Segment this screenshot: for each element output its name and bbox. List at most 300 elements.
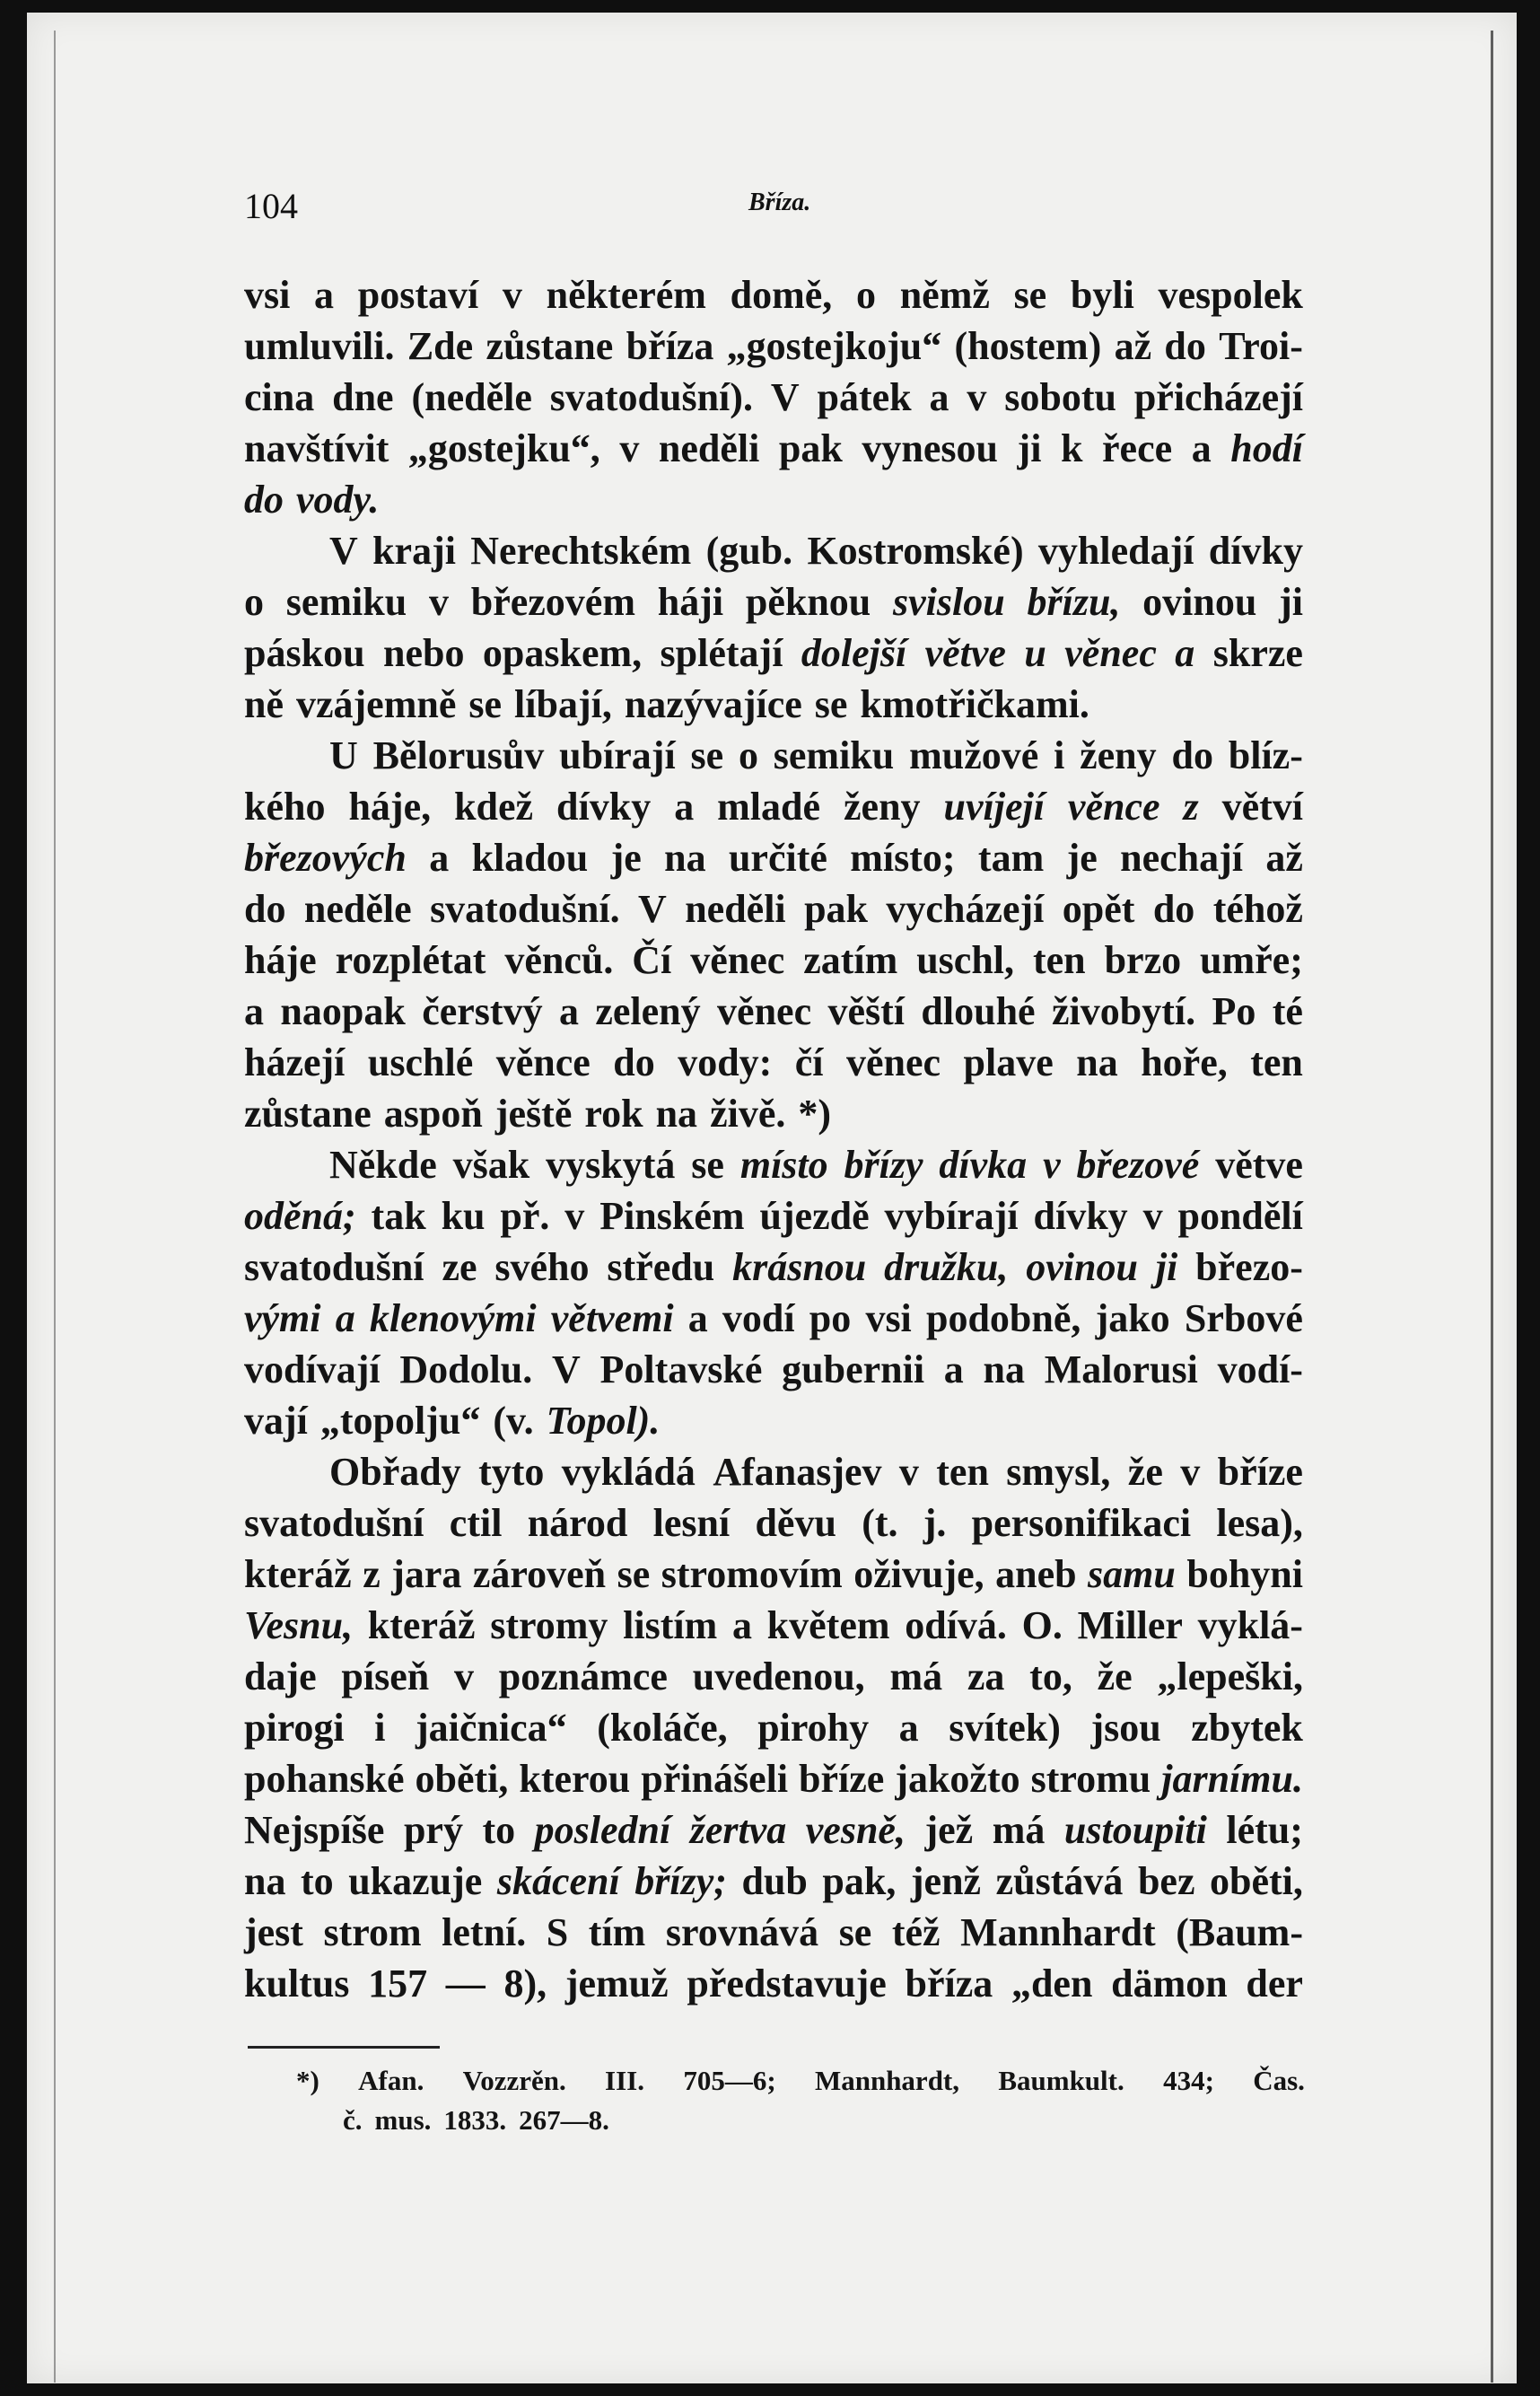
body-text-word: představuje — [687, 1962, 887, 2005]
body-text-line — [244, 1497, 1303, 1549]
body-text-word: se — [814, 682, 848, 726]
body-text-word: věnec — [690, 938, 785, 982]
body-text-word: a — [929, 375, 949, 419]
body-text-word: pondělí — [1177, 1194, 1303, 1238]
body-text-word: věnec — [717, 989, 812, 1033]
body-text-word: cina — [244, 375, 315, 419]
body-text-word: vyklá- — [1197, 1603, 1303, 1647]
body-text-word: (t. — [862, 1501, 898, 1545]
body-text-word: poslední — [534, 1808, 671, 1852]
body-text-word: srovnává — [665, 1910, 819, 1954]
body-text-word: vými — [244, 1296, 321, 1340]
body-text-word: svatodušní — [244, 1245, 424, 1289]
body-text-word: vespolek — [1158, 273, 1303, 317]
body-text-word: bříza — [905, 1962, 993, 2005]
body-text-word: svatodušní). — [549, 375, 753, 419]
body-text-word: gubernii — [782, 1347, 925, 1391]
body-text-word: krásnou — [732, 1245, 867, 1289]
body-text-word: 157 — [368, 1962, 428, 2005]
body-text-word: určité — [728, 836, 827, 880]
footnote-word: Čas. — [1253, 2065, 1305, 2096]
body-text-word: a — [687, 1296, 708, 1340]
body-text-word: na — [655, 1092, 698, 1136]
body-text-word: vyskytá — [546, 1143, 676, 1187]
body-text-word: větve — [1215, 1143, 1303, 1187]
body-text-word: větvemi — [550, 1296, 674, 1340]
body-text-word: ten — [1032, 938, 1086, 982]
body-text-word: „gostejku“, — [407, 426, 600, 470]
body-text-line — [244, 1395, 1303, 1446]
body-text-word: zatím — [803, 938, 898, 982]
body-text-word: v — [1043, 1143, 1061, 1187]
body-text-word: má — [889, 1654, 943, 1698]
body-text-word: do — [1171, 733, 1213, 777]
body-text-word: bříze — [1217, 1450, 1303, 1494]
body-text-word: tak — [371, 1194, 426, 1238]
body-text-word: dívky — [1208, 529, 1303, 573]
body-text-word: ubírají — [559, 733, 676, 777]
body-text-word: „den — [1011, 1962, 1093, 2005]
footnote-word: mus. — [374, 2104, 432, 2136]
body-text-word: ji — [1155, 1245, 1178, 1289]
body-text-word: skrze — [1212, 631, 1303, 675]
body-text-word: újezdě — [759, 1194, 870, 1238]
body-text-word: Kostromské) — [807, 529, 1024, 573]
body-text-word: hoře, — [1141, 1040, 1228, 1084]
body-text-word: Miller — [1077, 1603, 1183, 1647]
footnote-line — [296, 2061, 1305, 2101]
body-text-word: na — [983, 1347, 1026, 1391]
body-text-word: klenovými — [369, 1296, 537, 1340]
body-text-word: březovém — [470, 580, 635, 624]
body-text-word: břízy — [844, 1143, 923, 1187]
body-text-word: neděle — [303, 887, 412, 931]
body-text-word: bohyni — [1186, 1552, 1303, 1596]
body-text-word: národ — [527, 1501, 628, 1545]
body-text-word: dämon — [1111, 1962, 1228, 2005]
body-text-word: a — [943, 1347, 964, 1391]
body-text-word: dub — [741, 1859, 808, 1903]
body-text-word: do — [1152, 887, 1195, 931]
body-text-word: skácení — [496, 1859, 620, 1903]
body-text-word: však — [452, 1143, 530, 1187]
body-text-line — [244, 525, 1303, 576]
body-text-word: Mannhardt — [960, 1910, 1156, 1954]
body-text-word: kteráž — [367, 1603, 476, 1647]
body-text-word: (hostem) — [954, 324, 1102, 368]
body-text-line — [244, 986, 1303, 1037]
running-title: Bříza. — [748, 189, 811, 216]
body-text-word: do — [244, 478, 284, 522]
body-text-word: a — [335, 1296, 355, 1340]
body-text-word: ještě — [494, 1092, 573, 1136]
scan-edge-right — [1491, 31, 1493, 2383]
body-text-word: se — [838, 1910, 872, 1954]
body-text-word: Čí — [632, 938, 672, 982]
page-number: 104 — [244, 186, 298, 226]
body-text-word: vsi — [865, 1296, 912, 1340]
body-text-word: oběti, — [415, 1757, 509, 1801]
body-text-word: dlouhé — [921, 989, 1036, 1033]
body-text-word: vodívají — [244, 1347, 381, 1391]
body-text-word: pátek — [817, 375, 912, 419]
body-text-word: o — [738, 733, 758, 777]
body-text-word: listím — [623, 1603, 718, 1647]
body-text-word: až — [1265, 836, 1303, 880]
body-text-line — [244, 576, 1303, 628]
body-text-word: Srbové — [1184, 1296, 1303, 1340]
body-text-word: smysl, — [1006, 1450, 1111, 1494]
body-text-word: do — [1164, 324, 1206, 368]
body-text-word: j. — [923, 1501, 947, 1545]
body-text-word: píseň — [341, 1654, 430, 1698]
body-text-line — [244, 1856, 1303, 1907]
body-text-word: jsou — [1090, 1706, 1161, 1750]
running-head — [244, 185, 1303, 239]
body-text-word: jež — [924, 1808, 974, 1852]
body-text-word: a — [1175, 631, 1195, 675]
body-text-line — [244, 474, 1303, 525]
body-text-word: „gostejkoju“ — [726, 324, 942, 368]
body-text-word: 8), — [503, 1962, 547, 2005]
body-text — [244, 269, 1303, 2009]
body-text-word: větví — [1221, 785, 1303, 829]
footnote-word: III. — [605, 2065, 644, 2096]
body-text-word: vycházejí — [886, 887, 1045, 931]
body-text-word: to, — [1029, 1654, 1072, 1698]
body-text-word: kého — [244, 785, 326, 829]
body-text-word: jako — [1095, 1296, 1170, 1340]
body-text-line — [244, 1549, 1303, 1600]
body-text-word: jakožto — [895, 1757, 1020, 1801]
body-text-word: byli — [1070, 273, 1134, 317]
body-text-word: ovinou — [1142, 580, 1257, 624]
body-text-word: líbají, — [514, 682, 612, 726]
body-text-word: zůstane — [486, 324, 614, 368]
body-text-word: dívka — [939, 1143, 1028, 1187]
body-text-word: zbytek — [1191, 1706, 1303, 1750]
body-text-word: jaičnica“ — [416, 1706, 567, 1750]
body-text-word: čí — [794, 1040, 824, 1084]
body-text-word: že — [1127, 1450, 1163, 1494]
body-text-word: *) — [798, 1092, 832, 1136]
footnotes — [296, 2061, 1305, 2140]
body-text-word: stromovím — [661, 1552, 843, 1596]
body-text-word: vyhledají — [1037, 529, 1194, 573]
footnote-word: 705—6; — [683, 2065, 776, 2096]
body-text-word: z — [363, 1552, 381, 1596]
body-text-word: dne — [332, 375, 394, 419]
body-text-word: a — [558, 989, 579, 1033]
body-text-word: květem — [766, 1603, 890, 1647]
body-text-word: ukazuje — [348, 1859, 483, 1903]
body-text-word: neděli — [658, 426, 760, 470]
body-text-word: (v. — [493, 1399, 534, 1443]
body-text-word: uvíjejí — [943, 785, 1045, 829]
body-text-line — [244, 1446, 1303, 1497]
body-text-word: ku — [441, 1194, 486, 1238]
body-text-word: jemuž — [564, 1962, 669, 2005]
body-text-word: lesní — [652, 1501, 731, 1545]
body-text-word: nechají — [1120, 836, 1244, 880]
body-text-word: na — [1076, 1040, 1118, 1084]
body-text-word: až — [1114, 324, 1152, 368]
body-text-word: „topolju“ — [319, 1399, 481, 1443]
body-text-word: lesa), — [1216, 1501, 1303, 1545]
body-text-word: čerstvý — [422, 989, 543, 1033]
body-text-word: pirohy — [757, 1706, 870, 1750]
body-text-word: brzo — [1104, 938, 1182, 982]
body-text-word: březo- — [1195, 1245, 1303, 1289]
body-text-word: pirogi — [244, 1706, 345, 1750]
body-text-word: ji — [1017, 426, 1042, 470]
body-text-word: hodí — [1230, 426, 1303, 470]
body-text-word: Poltavské — [599, 1347, 763, 1391]
body-text-word: v — [1180, 1450, 1201, 1494]
body-text-word: zelený — [595, 989, 701, 1033]
body-text-word: družku, — [884, 1245, 1009, 1289]
body-text-word: S — [546, 1910, 569, 1954]
body-text-word: létu; — [1226, 1808, 1303, 1852]
body-text-word: poznámce — [498, 1654, 668, 1698]
body-text-word: kraji — [372, 529, 456, 573]
body-text-word: uvedenou, — [692, 1654, 865, 1698]
body-text-word: ženy — [1080, 733, 1157, 777]
body-text-word: v — [1142, 1194, 1163, 1238]
body-text-word: to — [301, 1859, 334, 1903]
body-text-word: svislou — [893, 580, 1005, 624]
body-text-word: některém — [546, 273, 706, 317]
body-text-word: svítek) — [949, 1706, 1061, 1750]
body-text-word: v — [967, 375, 987, 419]
body-text-word: naopak — [280, 989, 406, 1033]
body-text-word: strom — [323, 1910, 422, 1954]
body-text-word: neděli — [685, 887, 786, 931]
body-text-word: jarnímu. — [1161, 1757, 1303, 1801]
body-text-word: věnec — [1064, 631, 1157, 675]
body-text-word: o — [244, 580, 264, 624]
body-text-word: věští — [827, 989, 906, 1033]
body-text-word: kteráž — [244, 1552, 352, 1596]
body-text-word: odívá. — [905, 1603, 1007, 1647]
body-text-word: (gub. — [705, 529, 793, 573]
body-text-word: dolejší — [801, 631, 907, 675]
body-text-word: háje — [244, 938, 317, 982]
body-text-word: Troi- — [1219, 324, 1303, 368]
body-text-word: u — [1024, 631, 1046, 675]
body-text-line — [244, 372, 1303, 423]
body-text-word: i — [374, 1706, 386, 1750]
body-text-word: březové — [1076, 1143, 1200, 1187]
footnote-rule — [248, 2046, 440, 2049]
body-text-word: př. — [500, 1194, 550, 1238]
body-text-word: děvu — [755, 1501, 836, 1545]
body-text-word: v — [454, 1654, 475, 1698]
body-text-word: samu — [1088, 1552, 1176, 1596]
body-text-word: páskou — [244, 631, 365, 675]
body-text-word: mužové — [909, 733, 1039, 777]
body-text-word: háji — [657, 580, 724, 624]
body-text-word: vynesou — [862, 426, 998, 470]
body-text-word: kladou — [471, 836, 589, 880]
body-text-word: břízy; — [634, 1859, 727, 1903]
body-text-word: vody: — [678, 1040, 773, 1084]
body-text-word: semiku — [773, 733, 895, 777]
body-text-word: sobotu — [1004, 375, 1116, 419]
body-text-word: V — [552, 1347, 581, 1391]
body-text-word: živobytí. — [1051, 989, 1196, 1033]
body-text-word: Obřady — [329, 1450, 461, 1494]
body-text-word: za — [967, 1654, 1005, 1698]
body-text-line — [244, 1242, 1303, 1293]
body-text-line — [244, 679, 1303, 730]
body-text-word: personifikaci — [971, 1501, 1192, 1545]
body-text-word: Zde — [407, 324, 474, 368]
body-text-word: z — [1183, 785, 1199, 829]
body-text-line — [244, 269, 1303, 320]
body-text-word: rok — [584, 1092, 643, 1136]
body-text-word: přicházejí — [1133, 375, 1303, 419]
body-text-line — [244, 1600, 1303, 1651]
body-text-word: Malorusi — [1044, 1347, 1198, 1391]
body-text-word: kdež — [454, 785, 534, 829]
body-text-word: kterou — [519, 1757, 631, 1801]
body-text-word: vodí — [722, 1296, 795, 1340]
body-text-word: v — [502, 273, 522, 317]
body-text-word: vesně, — [805, 1808, 906, 1852]
body-text-word: a — [674, 785, 695, 829]
body-text-word: stromy — [490, 1603, 608, 1647]
body-text-word: rozplétat — [335, 938, 486, 982]
body-text-line — [244, 1804, 1303, 1856]
body-text-word: pak — [804, 887, 869, 931]
body-text-word: oživuje, — [853, 1552, 984, 1596]
body-text-word: (Baum- — [1176, 1910, 1303, 1954]
body-text-word: daje — [244, 1654, 317, 1698]
body-text-word: Topol). — [546, 1399, 661, 1443]
body-text-word: domě, — [730, 273, 833, 317]
body-text-word: má — [992, 1808, 1046, 1852]
body-text-word: je — [610, 836, 642, 880]
body-text-word: V — [770, 375, 800, 419]
body-text-word: to — [482, 1808, 516, 1852]
body-text-word: zůstává — [995, 1859, 1124, 1903]
body-text-word: vykládá — [561, 1450, 696, 1494]
footnote-word: Baumkult. — [998, 2065, 1124, 2096]
body-text-word: jenž — [910, 1859, 982, 1903]
body-text-word: „lepeški, — [1157, 1654, 1303, 1698]
body-text-word: stromu — [1030, 1757, 1151, 1801]
body-text-word: vybírají — [884, 1194, 1019, 1238]
body-text-word: místo; — [850, 836, 956, 880]
footnote-word: 1833. — [443, 2104, 507, 2136]
body-text-word: Afanasjev — [713, 1450, 882, 1494]
body-text-word: se — [690, 733, 724, 777]
body-text-line — [244, 935, 1303, 986]
footnote-word: 267—8. — [519, 2104, 609, 2136]
body-text-word: aneb — [995, 1552, 1077, 1596]
body-text-line — [244, 628, 1303, 679]
body-text-word: tyto — [478, 1450, 545, 1494]
body-text-word: téhož — [1212, 887, 1303, 931]
body-text-word: blíz- — [1228, 733, 1303, 777]
body-text-word: semiku — [285, 580, 407, 624]
body-text-word: v — [564, 1194, 585, 1238]
body-text-word: březových — [244, 836, 407, 880]
body-text-line — [244, 1190, 1303, 1242]
body-text-word: středu — [607, 1245, 715, 1289]
body-text-word: háje, — [348, 785, 432, 829]
body-text-word: vodí- — [1217, 1347, 1303, 1391]
body-text-word: V — [638, 887, 667, 931]
body-text-word: věnce — [495, 1040, 591, 1084]
body-text-word: ženy — [844, 785, 921, 829]
body-text-word: ustoupiti — [1063, 1808, 1207, 1852]
body-text-word: bříze — [799, 1757, 885, 1801]
footnote-word: 434; — [1163, 2065, 1214, 2096]
body-text-word: ten — [1250, 1040, 1303, 1084]
body-text-word: der — [1246, 1962, 1303, 2005]
body-text-word: vzájemně — [296, 682, 457, 726]
body-text-word: dívky — [1033, 1194, 1128, 1238]
body-text-word: vsi — [244, 273, 291, 317]
body-text-line — [244, 423, 1303, 474]
body-text-word: věnce — [1067, 785, 1160, 829]
body-text-word: tam — [977, 836, 1045, 880]
body-text-word: a — [1191, 426, 1212, 470]
body-text-word: se — [691, 1143, 724, 1187]
footnote-word: Mannhardt, — [814, 2065, 960, 2096]
body-text-word: pěknou — [745, 580, 871, 624]
body-text-word: do — [244, 887, 286, 931]
body-text-line — [244, 832, 1303, 883]
body-text-word: svatodušní. — [430, 887, 620, 931]
body-text-line — [244, 1958, 1303, 2009]
body-text-line — [244, 1344, 1303, 1395]
body-text-word: pak — [778, 426, 843, 470]
body-text-word: věnec — [846, 1040, 941, 1084]
body-text-word: Nejspíše — [244, 1808, 385, 1852]
body-text-word: plave — [963, 1040, 1054, 1084]
body-text-word: bříza — [626, 324, 714, 368]
body-text-word: (koláče, — [597, 1706, 728, 1750]
body-text-word: kmotřičkami. — [860, 682, 1089, 726]
scan-edge-left — [54, 31, 56, 2383]
body-text-line — [244, 730, 1303, 781]
body-text-line — [244, 1702, 1303, 1753]
body-text-word: větve — [924, 631, 1006, 675]
body-text-word: pak, — [822, 1859, 897, 1903]
body-text-word: místo — [739, 1143, 828, 1187]
body-text-word: svatodušní — [244, 1501, 424, 1545]
body-text-line — [244, 1088, 1303, 1139]
body-text-word: podobně, — [925, 1296, 1081, 1340]
body-text-line — [244, 883, 1303, 935]
body-text-word: opaskem, — [482, 631, 643, 675]
footnote-word: Afan. — [358, 2065, 424, 2096]
body-text-word: O. — [1021, 1603, 1063, 1647]
body-text-word: házejí — [244, 1040, 346, 1084]
body-text-word: umře; — [1200, 938, 1303, 982]
body-text-word: navštívit — [244, 426, 389, 470]
body-text-word: ovinou — [1026, 1245, 1138, 1289]
body-text-word: je — [1066, 836, 1098, 880]
body-text-word: Nerechtském — [470, 529, 692, 573]
body-text-word: řece — [1102, 426, 1173, 470]
body-text-word: též — [891, 1910, 941, 1954]
body-text-word: svého — [494, 1245, 590, 1289]
body-text-word: splétají — [660, 631, 783, 675]
